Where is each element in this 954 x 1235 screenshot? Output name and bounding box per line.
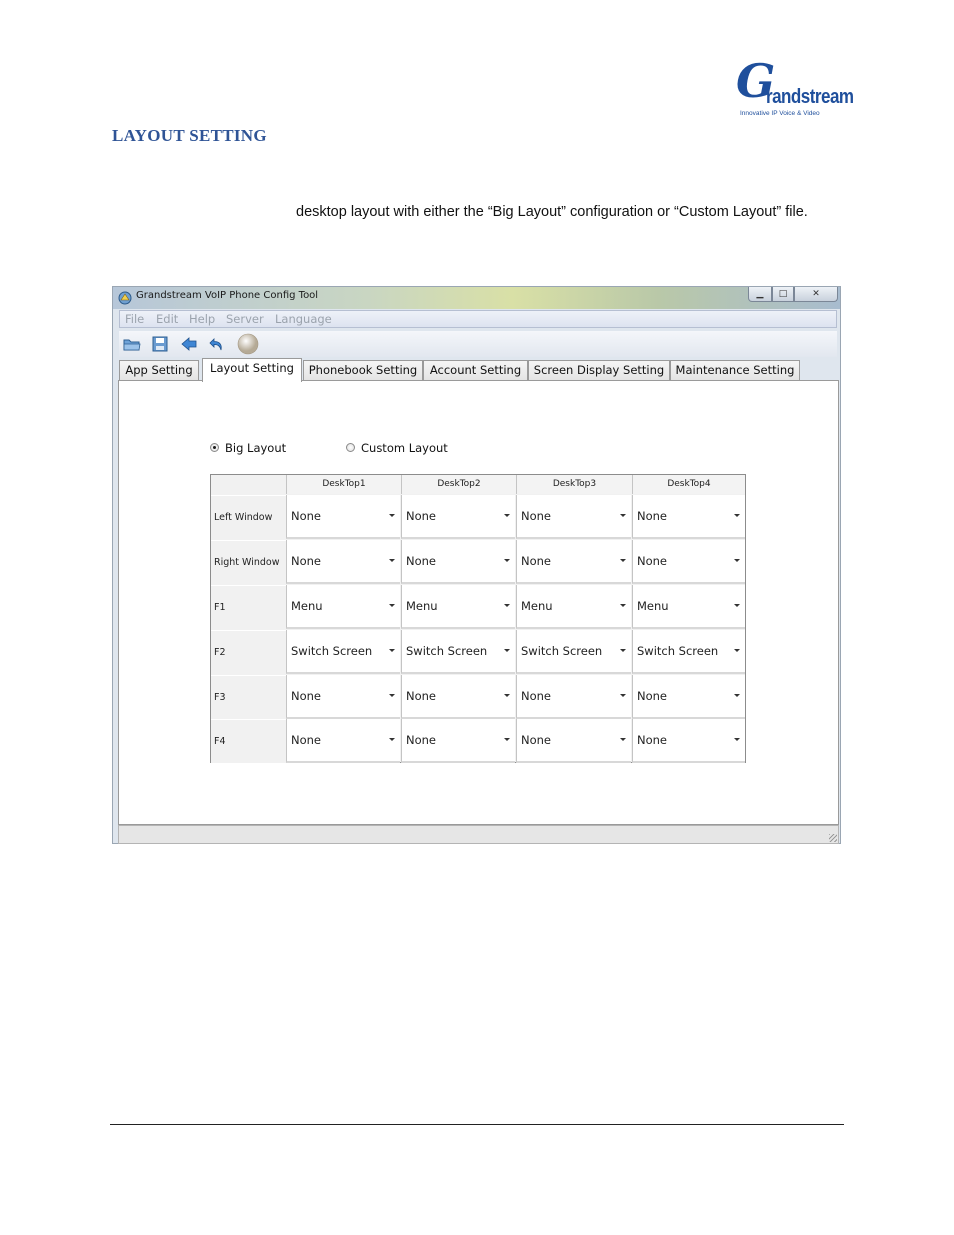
chevron-down-icon <box>734 694 740 697</box>
chevron-down-icon <box>620 559 626 562</box>
dropdown-left-window-desktop1[interactable]: None <box>286 495 400 539</box>
dropdown-f1-desktop2[interactable]: Menu <box>401 585 515 629</box>
save-icon[interactable] <box>151 335 169 353</box>
minimize-button[interactable]: ▁ <box>748 287 772 302</box>
dropdown-f2-desktop2[interactable]: Switch Screen <box>401 630 515 674</box>
toolbar <box>119 331 837 357</box>
chevron-down-icon <box>504 559 510 562</box>
app-icon <box>118 291 132 305</box>
dropdown-f3-desktop1[interactable]: None <box>286 675 400 719</box>
col-header-desktop1: DeskTop1 <box>286 475 401 494</box>
dropdown-f1-desktop3[interactable]: Menu <box>516 585 631 629</box>
dropdown-f2-desktop1[interactable]: Switch Screen <box>286 630 400 674</box>
menu-bar <box>119 310 837 328</box>
config-tool-window <box>112 286 841 844</box>
dropdown-f4-desktop4[interactable]: None <box>632 719 745 763</box>
chevron-down-icon <box>389 604 395 607</box>
dropdown-f1-desktop4[interactable]: Menu <box>632 585 745 629</box>
row-label-f3: F3 <box>211 675 286 719</box>
chevron-down-icon <box>389 559 395 562</box>
dropdown-right-window-desktop2[interactable]: None <box>401 540 515 584</box>
dropdown-left-window-desktop3[interactable]: None <box>516 495 631 539</box>
custom-layout-label: Custom Layout <box>361 441 448 455</box>
dropdown-f3-desktop4[interactable]: None <box>632 675 745 719</box>
menu-help[interactable]: Help <box>189 312 216 326</box>
chevron-down-icon <box>620 604 626 607</box>
layout-setting-panel <box>118 380 839 825</box>
chevron-down-icon <box>734 649 740 652</box>
menu-language[interactable]: Language <box>275 312 332 326</box>
window-title: Grandstream VoIP Phone Config Tool <box>136 290 319 301</box>
open-folder-icon[interactable] <box>123 335 141 353</box>
row-label-f4: F4 <box>211 719 286 763</box>
col-header-desktop3: DeskTop3 <box>516 475 632 494</box>
maximize-button[interactable]: □ <box>772 287 794 302</box>
circle-button-icon[interactable] <box>237 333 259 355</box>
dropdown-right-window-desktop3[interactable]: None <box>516 540 631 584</box>
col-header-desktop4: DeskTop4 <box>632 475 745 494</box>
chevron-down-icon <box>734 738 740 741</box>
chevron-down-icon <box>734 604 740 607</box>
chevron-down-icon <box>504 738 510 741</box>
dropdown-f2-desktop4[interactable]: Switch Screen <box>632 630 745 674</box>
footer-divider <box>110 1124 844 1125</box>
dropdown-right-window-desktop4[interactable]: None <box>632 540 745 584</box>
close-button[interactable]: ✕ <box>794 287 838 302</box>
grandstream-logo: G randstream Innovative IP Voice & Video <box>736 54 854 117</box>
tab-strip <box>119 359 837 381</box>
logo-tagline: Innovative IP Voice & Video <box>740 110 820 117</box>
chevron-down-icon <box>620 649 626 652</box>
chevron-down-icon <box>504 604 510 607</box>
custom-layout-radio[interactable] <box>346 443 355 452</box>
title-bar[interactable] <box>113 287 840 309</box>
tab-maintenance-setting[interactable]: Maintenance Setting <box>670 360 800 380</box>
col-header-desktop2: DeskTop2 <box>401 475 516 494</box>
chevron-down-icon <box>504 514 510 517</box>
chevron-down-icon <box>734 559 740 562</box>
resize-grip-icon[interactable] <box>829 834 837 842</box>
chevron-down-icon <box>504 649 510 652</box>
row-label-right-window: Right Window <box>211 540 286 584</box>
status-bar <box>118 825 839 844</box>
dropdown-f3-desktop2[interactable]: None <box>401 675 515 719</box>
layout-grid <box>210 474 746 763</box>
row-label-f1: F1 <box>211 585 286 629</box>
chevron-down-icon <box>620 694 626 697</box>
menu-edit[interactable]: Edit <box>156 312 179 326</box>
dropdown-right-window-desktop1[interactable]: None <box>286 540 400 584</box>
back-arrow-icon[interactable] <box>180 335 198 353</box>
tab-screen-display-setting[interactable]: Screen Display Setting <box>528 360 670 380</box>
dropdown-f3-desktop3[interactable]: None <box>516 675 631 719</box>
chevron-down-icon <box>389 694 395 697</box>
undo-icon[interactable] <box>208 335 226 353</box>
chevron-down-icon <box>620 738 626 741</box>
section-title: LAYOUT SETTING <box>112 126 267 145</box>
dropdown-f1-desktop1[interactable]: Menu <box>286 585 400 629</box>
dropdown-left-window-desktop2[interactable]: None <box>401 495 515 539</box>
menu-file[interactable]: File <box>125 312 145 326</box>
tab-account-setting[interactable]: Account Setting <box>423 360 528 380</box>
menu-server[interactable]: Server <box>226 312 264 326</box>
chevron-down-icon <box>620 514 626 517</box>
tab-app-setting[interactable]: App Setting <box>119 360 199 380</box>
big-layout-label: Big Layout <box>225 441 287 455</box>
chevron-down-icon <box>734 514 740 517</box>
tab-phonebook-setting[interactable]: Phonebook Setting <box>303 360 423 380</box>
chevron-down-icon <box>504 694 510 697</box>
dropdown-f4-desktop2[interactable]: None <box>401 719 515 763</box>
description-text: desktop layout with either the “Big Layout” configuration or “Custom Layout” file. <box>296 204 808 220</box>
row-label-left-window: Left Window <box>211 495 286 539</box>
chevron-down-icon <box>389 649 395 652</box>
chevron-down-icon <box>389 514 395 517</box>
dropdown-left-window-desktop4[interactable]: None <box>632 495 745 539</box>
dropdown-f2-desktop3[interactable]: Switch Screen <box>516 630 631 674</box>
row-label-f2: F2 <box>211 630 286 674</box>
chevron-down-icon <box>389 738 395 741</box>
big-layout-radio[interactable] <box>210 443 219 452</box>
dropdown-f4-desktop1[interactable]: None <box>286 719 400 763</box>
tab-layout-setting[interactable]: Layout Setting <box>202 358 302 382</box>
dropdown-f4-desktop3[interactable]: None <box>516 719 631 763</box>
